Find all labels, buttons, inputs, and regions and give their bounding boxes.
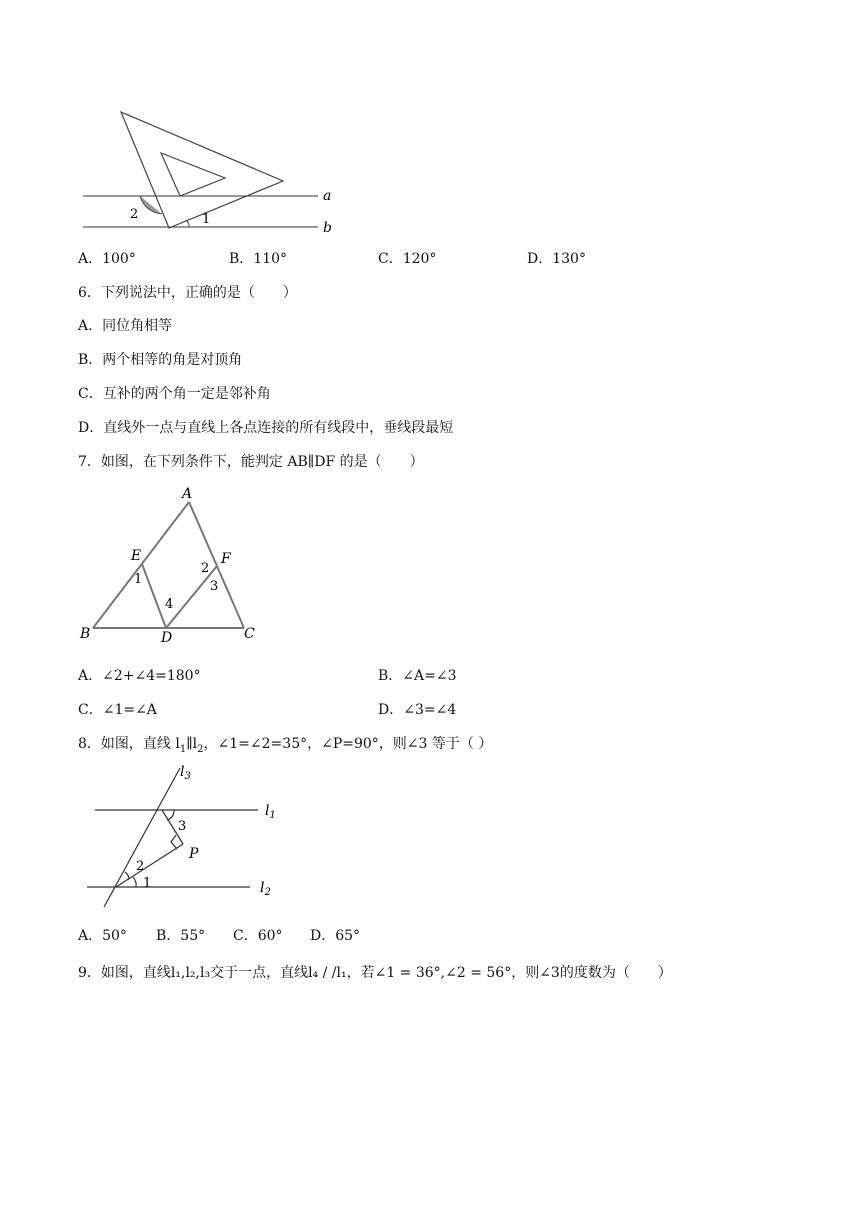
label-b: b	[323, 220, 332, 236]
l2-label: $l_2$	[260, 880, 271, 898]
q7-option-c: C．∠1=∠A	[78, 702, 157, 718]
q7-option-d: D．∠3=∠4	[378, 702, 457, 718]
point-D-label: D	[161, 630, 173, 646]
q6-stem: 6．下列说法中，正确的是（ ）	[78, 285, 297, 301]
q5-option-b: B．110°	[229, 251, 288, 267]
point-E-label: E	[131, 548, 142, 564]
q8-option-d: D．65°	[310, 928, 361, 944]
angle-1-label: 1	[134, 572, 143, 587]
angle-3-arc	[167, 810, 174, 820]
q8-stem-sub1: 1	[179, 743, 187, 755]
label-a: a	[323, 188, 332, 204]
q7-option-a: A．∠2+∠4=180°	[78, 668, 201, 684]
point-A-label: A	[182, 486, 193, 502]
point-C-label: C	[244, 626, 255, 642]
q8-stem-mid: ∥l	[186, 736, 198, 752]
point-B-label: B	[80, 626, 91, 642]
angle-3-label: 3	[178, 819, 187, 834]
angle-2-label: 2	[130, 207, 139, 222]
q8-stem-prefix: 8．如图，直线 l	[78, 736, 180, 752]
angle-3-label: 3	[210, 579, 219, 594]
angle-1-label: 1	[202, 212, 211, 227]
line-l3	[104, 768, 180, 907]
q5-option-d: D．130°	[527, 251, 586, 267]
angle-4-label: 4	[165, 597, 174, 612]
point-P-label: P	[189, 846, 199, 862]
angle-2-arc	[125, 872, 129, 880]
right-angle-mark	[171, 835, 177, 849]
q6-option-b: B．两个相等的角是对顶角	[78, 352, 243, 368]
angle-2-label: 2	[201, 561, 210, 576]
q8-stem-rest: ，∠1=∠2=35°，∠P=90°，则∠3 等于（ ）	[203, 736, 493, 752]
l1-label: $l_1$	[265, 803, 276, 821]
angle-2-label: 2	[136, 859, 145, 874]
q7-stem: 7．如图，在下列条件下，能判定 AB∥DF 的是（ ）	[78, 454, 424, 470]
q5-option-a: A．100°	[78, 251, 136, 267]
l3-label: $l_3$	[180, 764, 191, 782]
angle-1-label: 1	[143, 876, 152, 891]
point-F-label: F	[221, 551, 231, 567]
q8-option-a: A．50°	[78, 928, 127, 944]
q6-option-c: C．互补的两个角一定是邻补角	[78, 386, 271, 402]
q8-option-b: B．55°	[156, 928, 206, 944]
q5-option-c: C．120°	[378, 251, 437, 267]
q8-option-c: C．60°	[233, 928, 283, 944]
q9-stem: 9．如图，直线l₁,l₂,l₃交于一点，直线l₄ / /l₁，若∠1 = 36°,∠2 = 56°，则∠3的度数为（ ）	[78, 965, 672, 981]
angle-1-arc	[133, 877, 136, 887]
q8-stem-sub2: 2	[197, 743, 204, 755]
q6-option-d: D．直线外一点与直线上各点连接的所有线段中，垂线段最短	[78, 420, 454, 436]
q6-option-a: A．同位角相等	[78, 318, 173, 334]
q7-option-b: B．∠A=∠3	[378, 668, 457, 684]
